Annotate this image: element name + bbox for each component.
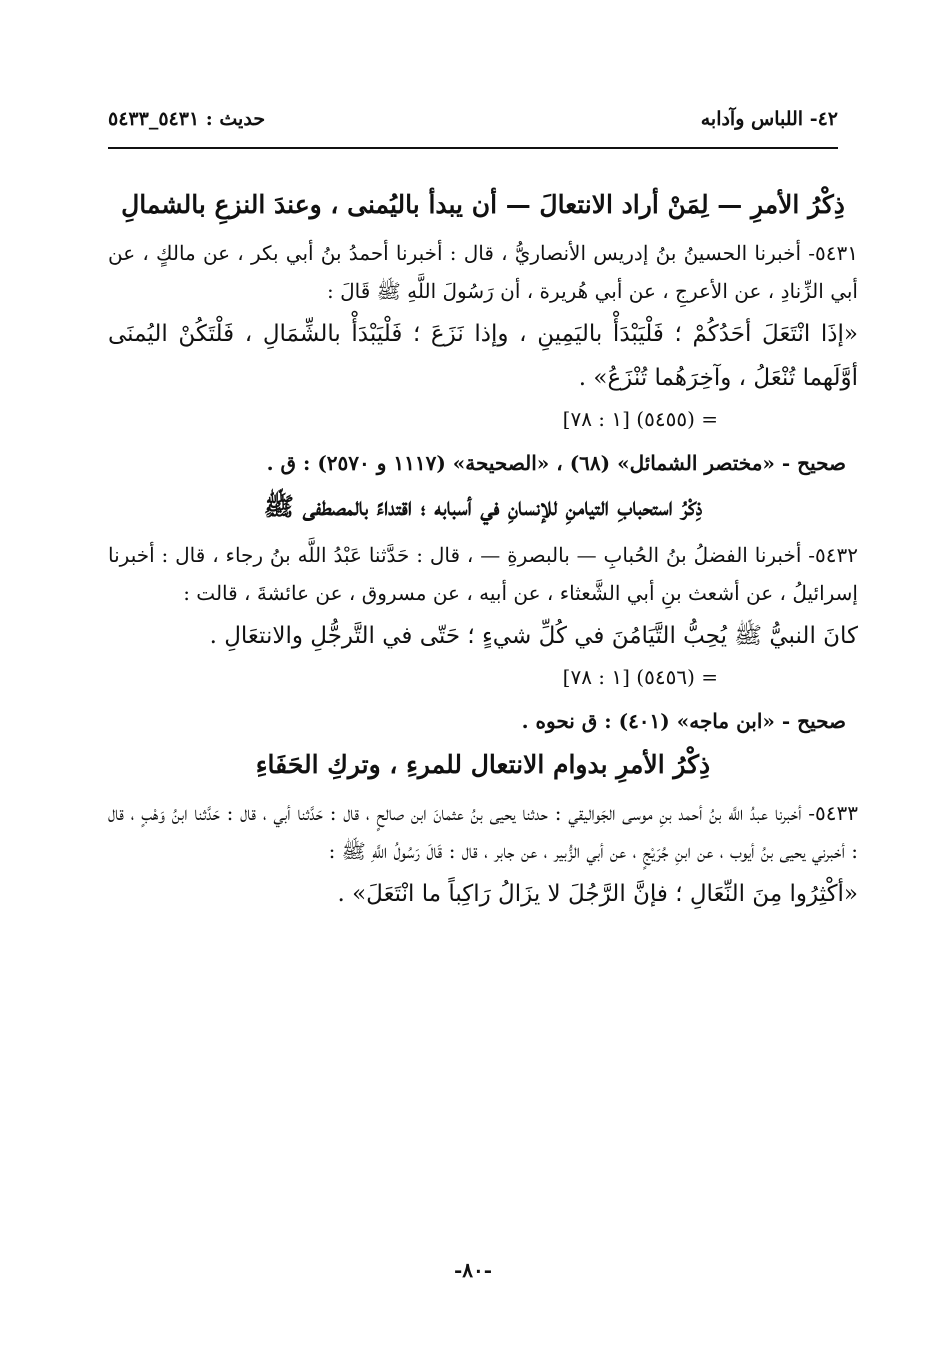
chapter-title: ٤٢- اللباس وآدابه [700,108,838,130]
hadith-grade: صحيح - «مختصر الشمائل» (٦٨) ، «الصحيحة» (١١١٧ و ٢٥٧٠) : ق . [266,451,846,475]
section-heading: ذِكْرُ الأمرِ — لِمَنْ أراد الانتعالَ — أن يبدأ باليُمنى ، وعندَ النزعِ بالشمالِ [121,190,845,219]
section-heading: ذِكْرُ استحبابِ التيامنِ للإنسانِ في أسبابه ؛ اقتداءً بالمصطفى ﷺ [263,492,703,521]
cross-reference: = (٥٤٥٥) [١ : ٧٨] [562,407,718,431]
hadith-isnad: ٥٤٣٢- أخبرنا الفضلُ بنُ الحُبابِ — بالبصرةِ — ، قال : حَدَّثنا عَبْدُ اللَّه بنُ رجاء ، قال : أخبرنا إسرائيلُ ، عن أشعث بنِ أبي الشَّعثاء ، عن أبيه ، عن مسروق ، عن عائشةَ ، قالت : [108,543,858,605]
hadith-range: حديث : ٥٤٣١_٥٤٣٣ [108,108,266,130]
hadith-matn: «إذَا انْتَعَلَ أحَدُكُمْ ؛ فَلْيَبْدَأْ باليَمِينِ ، وإذا نَزَعَ ؛ فَلْيَبْدَأْ بالشِّمَالِ ، فَلْتَكُنْ اليُمنَى أوَّلَهما تُنْعَلُ ، وآخِرَهُما تُنْزَعُ» . [108,321,858,391]
hadith-grade: صحيح - «ابن ماجه» (٤٠١) : ق نحوه . [521,709,846,733]
hadith-matn: «أكْثِرُوا مِنَ النِّعَالِ ؛ فإنَّ الرَّجُلَ لا يزَالُ رَاكِباً ما انْتَعَلَ» . [337,881,858,907]
hadith-matn: كانَ النبيُّ ﷺ يُحِبُّ التَّيَامُنَ في كُلِّ شيءٍ ؛ حَتّى في التَّرجُّلِ والانتعَالِ . [209,623,858,649]
page-number: -٨٠- [453,1258,493,1282]
section-heading: ذِكْرُ الأمرِ بدوام الانتعال للمرءِ ، وتركِ الحَفَاءِ [255,750,711,779]
hadith-isnad: ٥٤٣١- أخبرنا الحسينُ بنُ إدريس الأنصاريُّ ، قال : أخبرنا أحمدُ بنُ أبي بكر ، عن مالكٍ ، عن أبي الزِّنادِ ، عن الأعرجِ ، عن أبي هُريرة ، أن رَسُولَ اللَّهِ ﷺ قَالَ : [108,241,858,303]
page-body [108,180,858,916]
cross-reference: = (٥٤٥٦) [١ : ٧٨] [562,665,718,689]
header-rule [108,147,838,149]
hadith-isnad: ٥٤٣٣- أخبرنا عبدُ اللَّه بنُ أحمد بنِ موسى الجَواليقي : حدثنا يحيى بنُ عثمانَ ابن صالحٍ ، قال : حَدَّثنا أبي ، قال : حَدَّثنا ابنُ وَهْبٍ ، قال : أخبرني يحيى بنُ أيوب ، عن ابنِ جُرَيْجٍ ، عن أبي الزُّبير ، عن جابر ، قال : قَالَ رَسُولُ اللَّهِ ﷺ : [108,801,858,863]
running-header [108,108,838,130]
